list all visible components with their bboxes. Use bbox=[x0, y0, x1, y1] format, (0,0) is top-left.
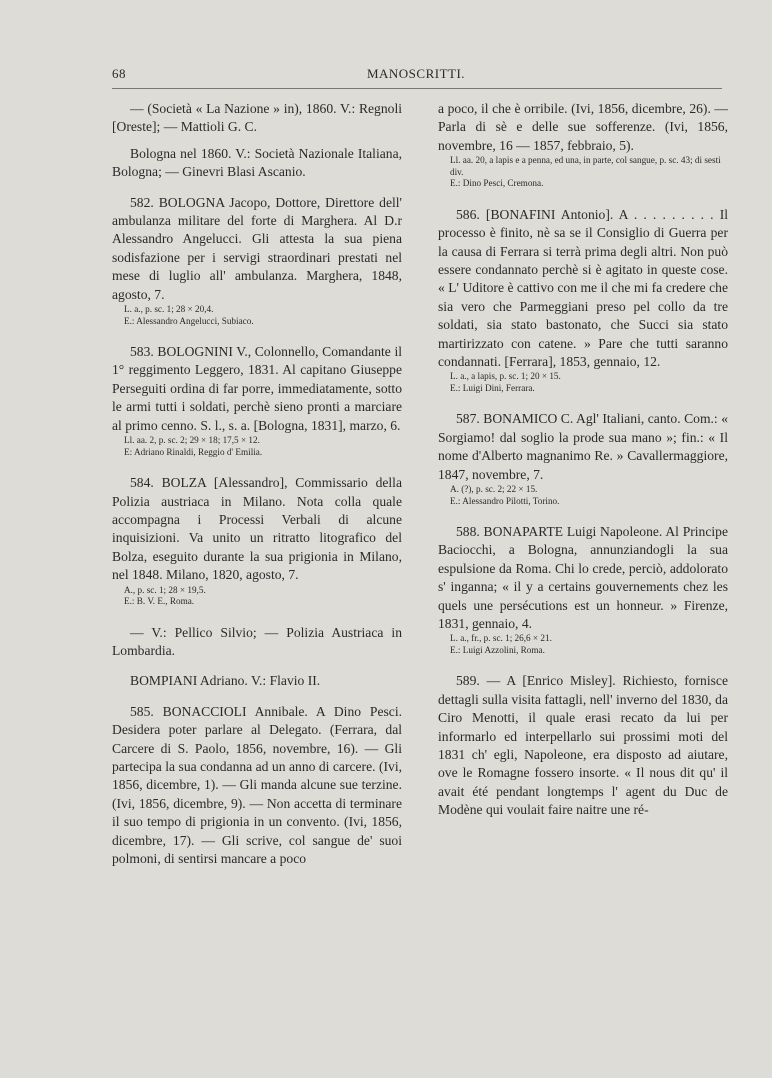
entry-reference: E.: Alessandro Pilotti, Torino. bbox=[450, 495, 560, 506]
right-column bbox=[438, 100, 728, 820]
entry-reference: L. a., fr., p. sc. 1; 26,6 × 21. bbox=[450, 633, 552, 644]
entry-paragraph: 585. BONACCIOLI Annibale. A Dino Pesci. Desidera poter parlare al Delegato. (Ferrara, dal Carcere di S. Paolo, 1856, novembre, 16). — Gli partecipa la sua condanna ad un anno di carcere. (Ivi, 1856, dicembre, 1). — Gli manda alcune sue terzine. (Ivi, 1856, dicembre, 9). — Non accetta di terminare il suo tempo di prigionia in un convento. (Ivi, 1856, dicembre, 17). — Gli scrive, col sangue de' suoi polmoni, di sentirsi mancare a poco bbox=[112, 703, 402, 866]
entry-paragraph: — (Società « La Nazione » in), 1860. V.: Regnoli [Oreste]; — Mattioli G. C. bbox=[112, 101, 402, 135]
spacer bbox=[438, 394, 728, 410]
spacer bbox=[112, 137, 402, 145]
left-column bbox=[112, 100, 402, 868]
entry-reference: A., p. sc. 1; 28 × 19,5. bbox=[124, 584, 206, 595]
entry-reference: L. a., a lapis, p. sc. 1; 20 × 15. bbox=[450, 371, 561, 382]
entry-paragraph: 583. BOLOGNINI V., Colonnello, Comandante il 1° reggimento Leggero, 1831. Al capitano Giuseppe Perseguiti ordina di far porre, immediatamente, sotto le armi tutti i soldati, perchè sieno pronti a marciare al primo cenno. S. l., s. a. [Bologna, 1831], marzo, 6. bbox=[112, 344, 402, 433]
entry-reference: E.: B. V. E., Roma. bbox=[124, 596, 195, 607]
entry-paragraph: 588. BONAPARTE Luigi Napoleone. Al Principe Baciocchi, a Bologna, annunziandogli la sua espulsione da Roma. Chi lo crede, perciò, addolorato s' inganna; « il y a certains gouvernements chez les quels une persécutions est un honneur. » Firenze, 1831, gennaio, 4. bbox=[438, 524, 728, 632]
header-rule bbox=[112, 88, 722, 89]
spacer bbox=[112, 458, 402, 474]
entry-reference: A. (?), p. sc. 2; 22 × 15. bbox=[450, 484, 538, 494]
entry-paragraph: Bologna nel 1860. V.: Società Nazionale Italiana, Bologna; — Ginevri Blasi Ascanio. bbox=[112, 145, 402, 180]
entry-paragraph: 584. BOLZA [Alessandro], Commissario della Polizia austriaca in Milano. Nota colla quale accompagna i Processi Verbali di alcune inquisizioni. Va unito un ritratto litografico del Bolza, eseguito durante la sua prigionia in Milano, nel 1848. Milano, 1820, agosto, 7. bbox=[112, 475, 402, 583]
spacer bbox=[112, 327, 402, 343]
entry-reference: E: Adriano Rinaldi, Reggio d' Emilia. bbox=[124, 446, 263, 457]
spacer bbox=[438, 190, 728, 206]
entry-reference: Ll. aa. 20, a lapis e a penna, ed una, in parte, col sangue, p. sc. 43; di sesti div. bbox=[450, 155, 721, 177]
entry-paragraph: 586. [BONAFINI Antonio]. A . . . . . . . . . Il processo è finito, nè sa se il Consiglio di Guerra per la causa di Ferrara si terrà prima degli altri. Non può essere condannato perchè si è agitato in queste cose. « L' Uditore è cattivo con me il che mi fa credere che sia vero che Parmeggiani preso pel collo da tre soldati, sia stato bastonato, che Succi sia stato martirizzato con catene. » Pare che tutti saranno condannati. [Ferrara], 1853, gennaio, 12. bbox=[438, 206, 728, 369]
spacer bbox=[438, 656, 728, 672]
entry-paragraph: 587. BONAMICO C. Agl' Italiani, canto. Com.: « Sorgiamo! dal soglio la prode sua mano »; fin.: « Il nome d'Alberto magnanimo Re. » Cavallermaggiore, 1847, novembre, 7. bbox=[438, 411, 728, 482]
spacer bbox=[112, 608, 402, 624]
spacer bbox=[112, 691, 402, 703]
page-number: 68 bbox=[112, 66, 126, 81]
spacer bbox=[438, 507, 728, 523]
entry-paragraph: — V.: Pellico Silvio; — Polizia Austriaca in Lombardia. bbox=[112, 624, 402, 658]
entry-reference: E.: Luigi Azzolini, Roma. bbox=[450, 644, 545, 655]
entry-reference: E.: Alessandro Angelucci, Subiaco. bbox=[124, 315, 254, 326]
entry-reference: E.: Luigi Dini, Ferrara. bbox=[450, 382, 535, 393]
running-title: MANOSCRITTI. bbox=[366, 66, 466, 81]
spacer bbox=[112, 660, 402, 672]
entry-reference: L. a., p. sc. 1; 28 × 20,4. bbox=[124, 304, 214, 315]
entry-paragraph: 589. — A [Enrico Misley]. Richiesto, fornisce dettagli sulla visita fattagli, nell' inverno del 1830, da Ciro Menotti, il quale erasi recato da lui per informarlo ed interpellarlo sui prossimi moti del 1831 ch' egli, Napoleone, era disposto ad aiutare, ove le Romagne fossero insorte. « Il nous dit qu' il avait été pendant longtemps l' agent du Duc de Modène qui voulait faire naitre une ré- bbox=[438, 673, 728, 818]
entry-paragraph: 582. BOLOGNA Jacopo, Dottore, Direttore dell' ambulanza militare del forte di Marghera. Al D.r Alessandro Angelucci. Gli attesta la sua piena sodisfazione per i servigi straordinari prestati nel mese di luglio all' ambulanza. Marghera, 1848, agosto, 7. bbox=[112, 194, 402, 302]
spacer bbox=[112, 182, 402, 194]
entry-paragraph: BOMPIANI Adriano. V.: Flavio II. bbox=[130, 673, 321, 689]
entry-reference: Ll. aa. 2, p. sc. 2; 29 × 18; 17,5 × 12. bbox=[124, 435, 260, 446]
entry-paragraph: a poco, il che è orribile. (Ivi, 1856, dicembre, 26). — Parla di sè e delle sue sofferenze. (Ivi, 1856, novembre, 16 — 1857, febbraio, 5). bbox=[438, 101, 728, 153]
entry-reference: E.: Dino Pesci, Cremona. bbox=[450, 178, 544, 189]
